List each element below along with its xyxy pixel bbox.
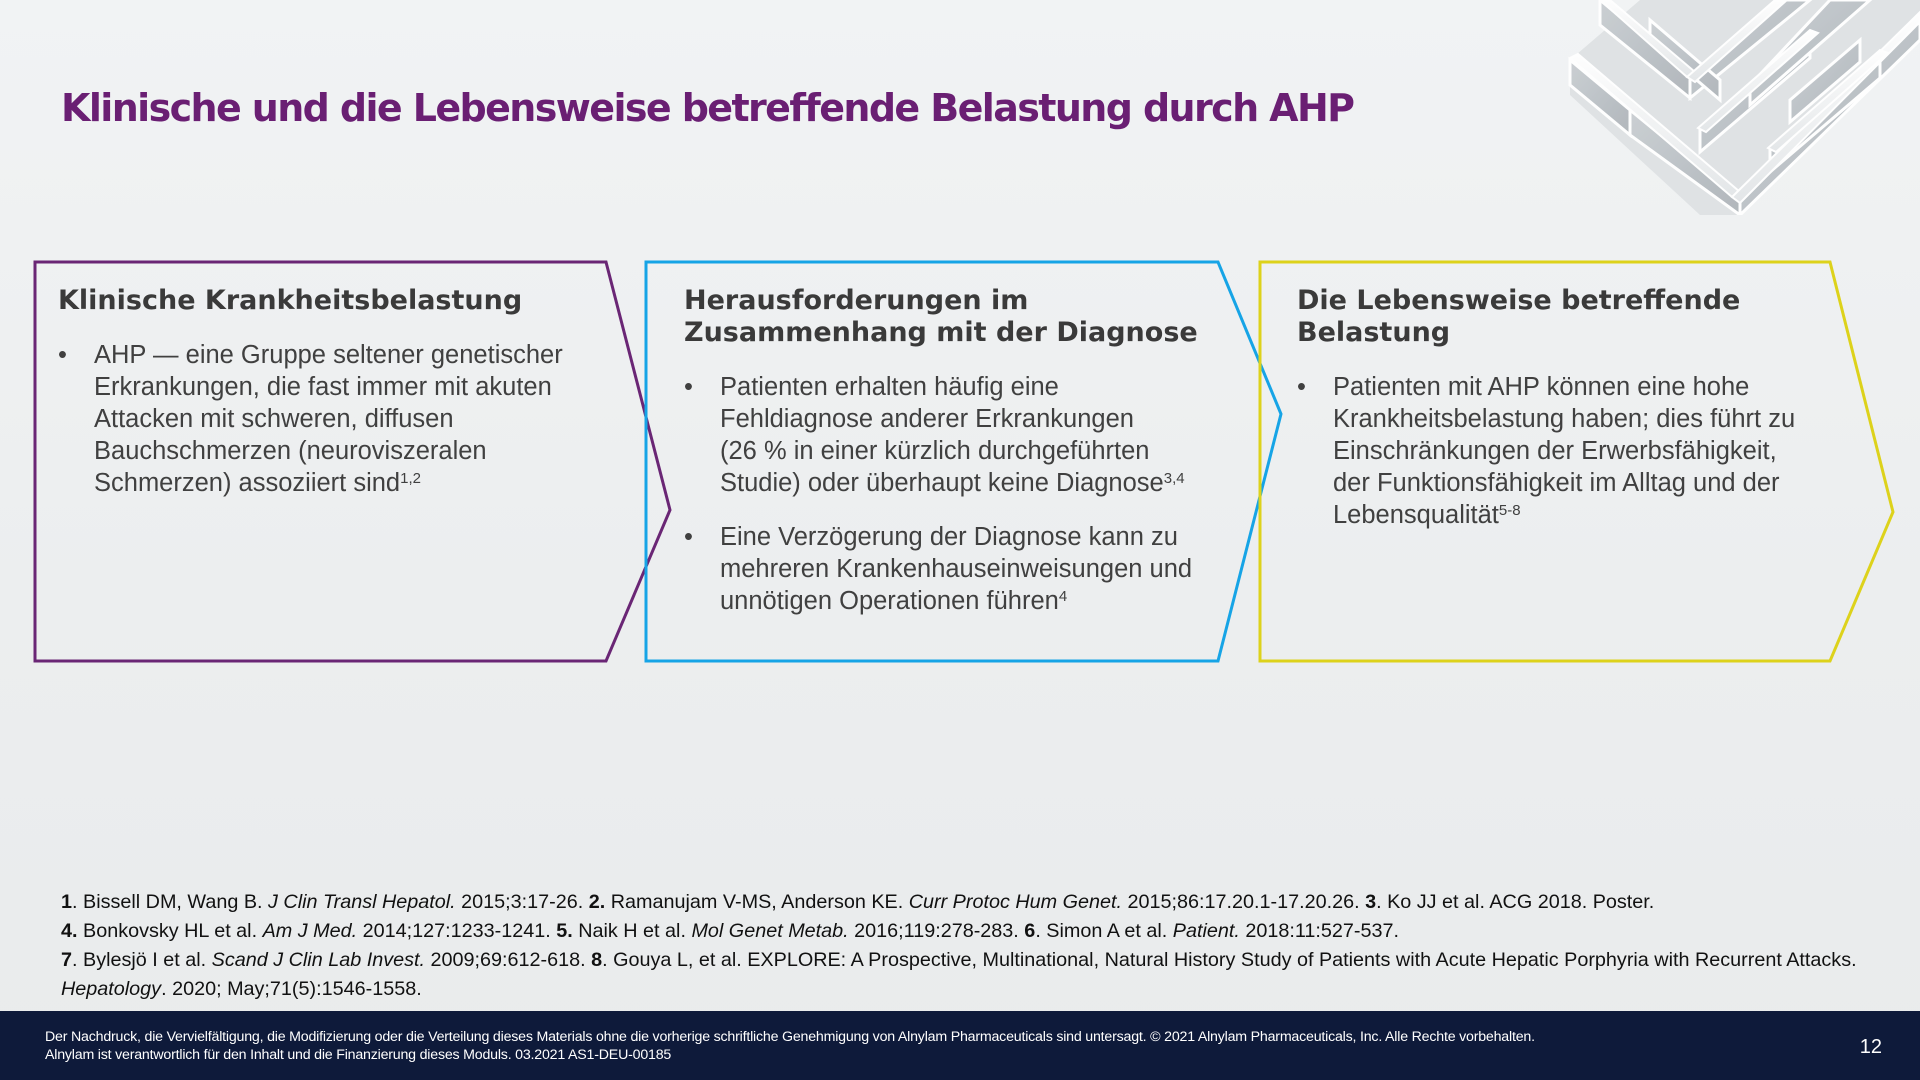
reference-item: 2. Ramanujam V-MS, Anderson KE. Curr Protoc Hum Genet. 2015;86:17.20.1-17.20.26. xyxy=(588,891,1366,913)
reference-item: 4. Bonkovsky HL et al. Am J Med. 2014;127:1233-1241. xyxy=(61,920,557,942)
reference-item: 6. Simon A et al. Patient. 2018:11:527-537. xyxy=(1024,920,1399,942)
box-diagnosis-challenges xyxy=(684,285,1244,639)
bullet-list xyxy=(684,371,1244,617)
box-clinical-burden xyxy=(58,285,618,521)
footer-bar xyxy=(0,1011,1920,1080)
box-lifestyle-burden xyxy=(1297,285,1857,553)
bullet-list xyxy=(58,339,618,499)
box-heading: Klinische Krankheitsbelastung xyxy=(58,285,523,316)
page-title: Klinische und die Lebensweise betreffende Belastung durch AHP xyxy=(61,86,1354,130)
bullet-item: • Patienten erhalten häufig eine Fehldiagnose anderer Erkrankungen (26 % in einer kürzlich durchgeführten Studie) oder überhaupt keine Diagnose$^{3,4}$ xyxy=(684,373,1185,497)
reference-item: 3. Ko JJ et al. ACG 2018. Poster. xyxy=(1365,891,1655,913)
citation-superscript: 4 xyxy=(1058,588,1068,605)
citation-superscript: 5-8 xyxy=(1498,502,1521,519)
bullet-item: • Patienten mit AHP können eine hohe Krankheitsbelastung haben; dies führt zu Einschränkungen der Erwerbsfähigkeit, der Funktionsfähigkeit im Alltag und der Lebensqualität$^{5-8}$ xyxy=(1297,373,1796,529)
maze-image xyxy=(1270,0,1920,215)
box-heading: Die Lebensweise betreffende Belastung xyxy=(1297,285,1741,348)
citation-superscript: 1,2 xyxy=(400,470,421,487)
bullet-item: • Eine Verzögerung der Diagnose kann zu mehreren Krankenhauseinweisungen und unnötigen Operationen führen$^4$ xyxy=(684,523,1193,615)
box-heading: Herausforderungen im Zusammenhang mit der Diagnose xyxy=(684,285,1198,348)
bullet-list xyxy=(1297,371,1857,531)
reference-item: 7. Bylesjö I et al. Scand J Clin Lab Invest. 2009;69:612-618. xyxy=(61,949,592,971)
legal-notice: Der Nachdruck, die Vervielfältigung, die Modifizierung oder die Verteilung dieses Materials ohne die vorherige schriftliche Genehmigung von Alnylam Pharmaceuticals sind untersagt. © 2021 Alnylam Pharmaceuticals, Inc. Alle Rechte vorbehalten. Alnylam ist verantwortlich für den Inhalt und die Finanzierung dieses Moduls. 03.2021 AS1-DEU-00185 xyxy=(45,1029,1535,1063)
references xyxy=(61,888,1901,1004)
reference-item: 5. Naik H et al. Mol Genet Metab. 2016;119:278-283. xyxy=(556,920,1025,942)
bullet-item: • AHP — eine Gruppe seltener genetischer Erkrankungen, die fast immer mit akuten Attacken mit schweren, diffusen Bauchschmerzen (neuroviszeralen Schmerzen) assoziiert sind$^{1,2}$ xyxy=(58,341,563,497)
reference-item: 8. Gouya L, et al. EXPLORE: A Prospective, Multinational, Natural History Study of Patients with Acute Hepatic Porphyria with Recurrent Attacks. Hepatology. 2020; May;71(5):1546-1558. xyxy=(61,949,1857,1000)
citation-superscript: 3,4 xyxy=(1163,470,1185,487)
reference-item: 1. Bissell DM, Wang B. J Clin Transl Hepatol. 2015;3:17-26. xyxy=(61,891,589,913)
page-number: 12 xyxy=(1859,1036,1882,1058)
